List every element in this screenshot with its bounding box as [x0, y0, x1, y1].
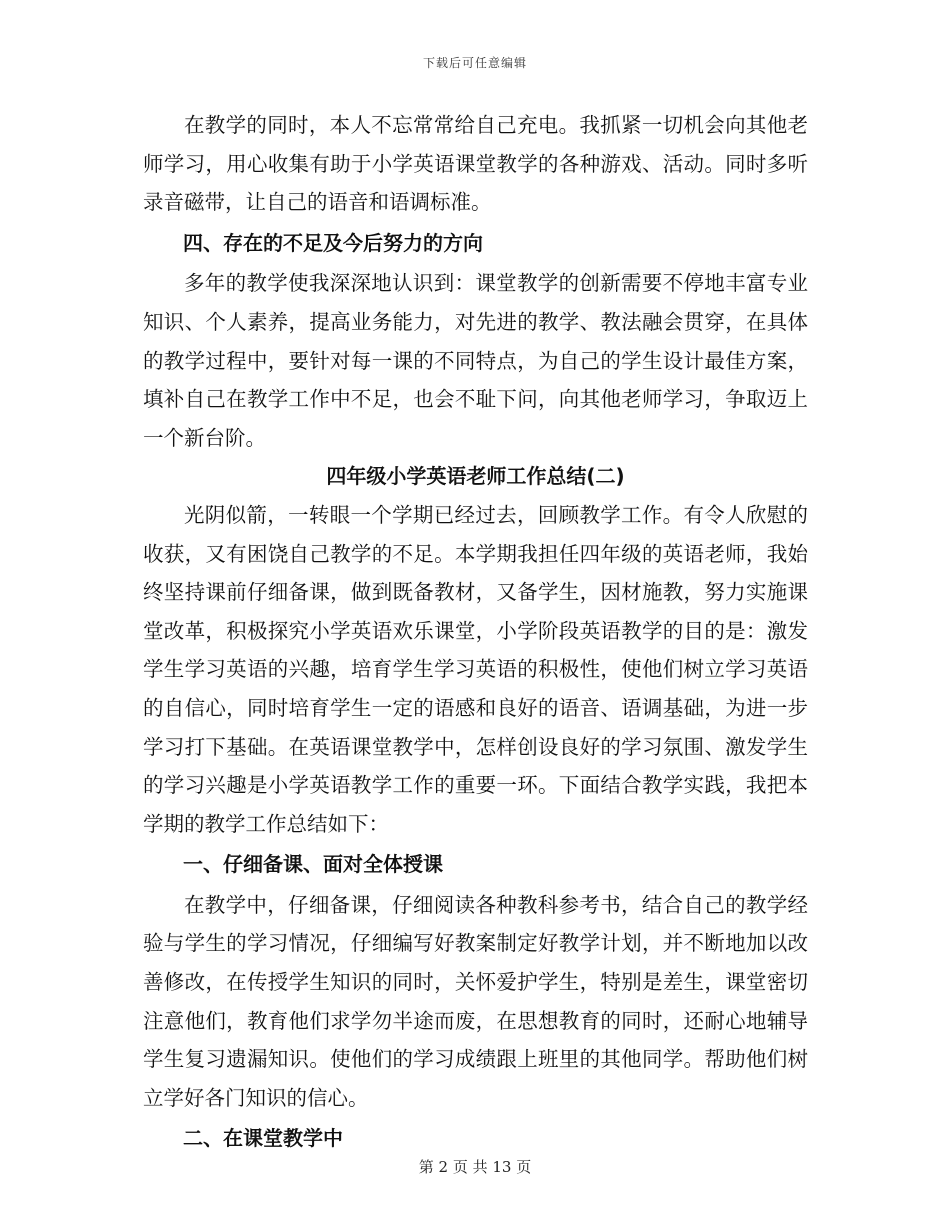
paragraph-self-improvement: 在教学的同时，本人不忘常常给自己充电。我抓紧一切机会向其他老师学习，用心收集有助于小学英语课堂教学的各种游戏、活动。同时多听录音磁带，让自己的语音和语调标准。: [143, 113, 808, 215]
paragraph-introduction: 光阴似箭，一转眼一个学期已经过去，回顾教学工作。有令人欣慰的收获，又有困饶自己教学的不足。本学期我担任四年级的英语老师，我始终坚持课前仔细备课，做到既备教材，又备学生，因材施教，努力实施课堂改革，积极探究小学英语欢乐课堂，小学阶段英语教学的目的是：激发学生学习英语的兴趣，培育学生学习英语的积极性，使他们树立学习英语的自信心，同时培育学生一定的语感和良好的语音、语调基础，为进一步学习打下基础。在英语课堂教学中，怎样创设良好的学习氛围、激发学生的学习兴趣是小学英语教学工作的重要一环。下面结合教学实践，我把本学期的教学工作总结如下：: [143, 502, 808, 836]
paragraph-shortcomings: 多年的教学使我深深地认识到：课堂教学的创新需要不停地丰富专业知识、个人素养，提高业务能力，对先进的教学、教法融会贯穿，在具体的教学过程中，要针对每一课的不同特点，为自己的学生设计最佳方案，填补自己在教学工作中不足，也会不耻下问，向其他老师学习，争取迈上一个新台阶。: [143, 271, 808, 450]
section-heading-shortcomings: 四、存在的不足及今后努力的方向: [183, 230, 483, 255]
page-header: 下载后可任意编辑: [422, 56, 527, 70]
document-title-part-two: 四年级小学英语老师工作总结(二): [326, 464, 625, 489]
paragraph-lesson-prep: 在教学中，仔细备课，仔细阅读各种教科参考书，结合自己的教学经验与学生的学习情况，仔细编写好教案制定好教学计划，并不断地加以改善修改，在传授学生知识的同时，关怀爱护学生，特别是差生，课堂密切注意他们，教育他们求学勿半途而废，在思想教育的同时，还耐心地辅导学生复习遗漏知识。使他们的学习成绩跟上班里的其他同学。帮助他们树立学好各门知识的信心。: [143, 892, 808, 1110]
section-heading-lesson-prep: 一、仔细备课、面对全体授课: [183, 852, 443, 877]
page-footer-page-number: 第 2 页 共 13 页: [418, 1158, 532, 1176]
document-body: [143, 106, 808, 1160]
section-heading-classroom: 二、在课堂教学中: [183, 1126, 343, 1151]
